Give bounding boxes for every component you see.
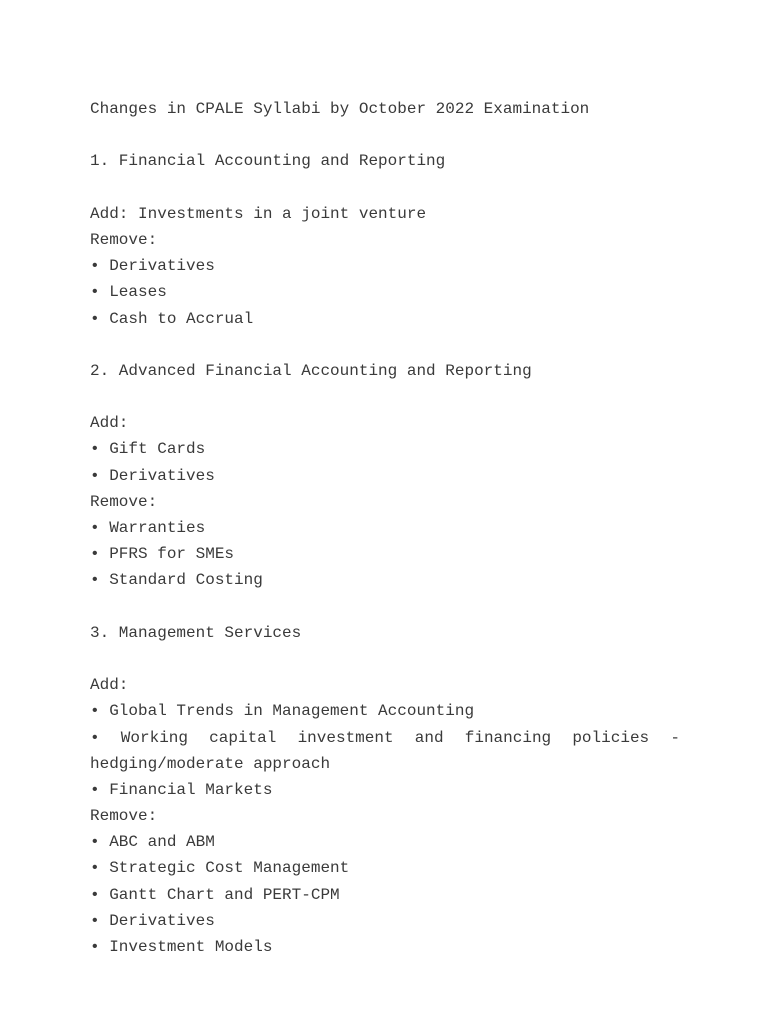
section-3-add-item: • Global Trends in Management Accounting: [90, 702, 475, 721]
wrapped-word: -: [670, 728, 680, 747]
section-2-remove-label: Remove:: [90, 492, 158, 511]
wrapped-word: financing: [464, 728, 552, 747]
wrapped-word: •: [90, 728, 100, 747]
section-3-add-label: Add:: [90, 676, 129, 695]
document-title: Changes in CPALE Syllabi by October 2022 Examination: [90, 100, 590, 118]
section-3-remove-label: Remove:: [90, 807, 158, 826]
section-3-remove-item: • Strategic Cost Management: [90, 859, 350, 878]
section-1-remove-item: • Cash to Accrual: [90, 309, 254, 328]
section-3-remove-item: • ABC and ABM: [90, 833, 215, 852]
section-3-add-item-continuation: hedging/moderate approach: [90, 754, 331, 773]
section-2-add-label: Add:: [90, 414, 129, 433]
section-2-remove-item: • Warranties: [90, 519, 206, 537]
section-1-remove-label: Remove:: [90, 230, 158, 249]
spacer: [90, 646, 680, 672]
section-2-add-item: • Derivatives: [90, 466, 215, 485]
section-3-remove-item: • Gantt Chart and PERT-CPM: [90, 885, 340, 904]
wrapped-word: and: [414, 728, 444, 747]
section-3-add-item: • Financial Markets: [90, 780, 273, 799]
section-2-remove-item: • PFRS for SMEs: [90, 545, 235, 564]
section-2-remove-item: • Standard Costing: [90, 571, 263, 590]
section-3-remove-item: • Derivatives: [90, 911, 215, 930]
section-1-add-line: Add: Investments in a joint venture: [90, 204, 427, 223]
section-1-remove-item: • Leases: [90, 283, 167, 302]
section-3-add-item-wrapped: [90, 725, 680, 751]
spacer: [90, 175, 680, 201]
document-page: [90, 96, 680, 960]
section-heading-1: 1. Financial Accounting and Reporting: [90, 152, 446, 171]
section-heading-3: 3. Management Services: [90, 623, 302, 642]
spacer: [90, 122, 680, 148]
section-1-remove-item: • Derivatives: [90, 257, 215, 276]
section-2-add-item: • Gift Cards: [90, 440, 206, 459]
spacer: [90, 332, 680, 358]
wrapped-word: investment: [297, 728, 394, 747]
wrapped-word: capital: [209, 728, 277, 747]
section-heading-2: 2. Advanced Financial Accounting and Reporting: [90, 361, 532, 380]
spacer: [90, 594, 680, 620]
section-3-remove-item: • Investment Models: [90, 938, 273, 956]
wrapped-word: policies: [572, 728, 650, 747]
spacer: [90, 384, 680, 410]
wrapped-word: Working: [120, 728, 188, 747]
